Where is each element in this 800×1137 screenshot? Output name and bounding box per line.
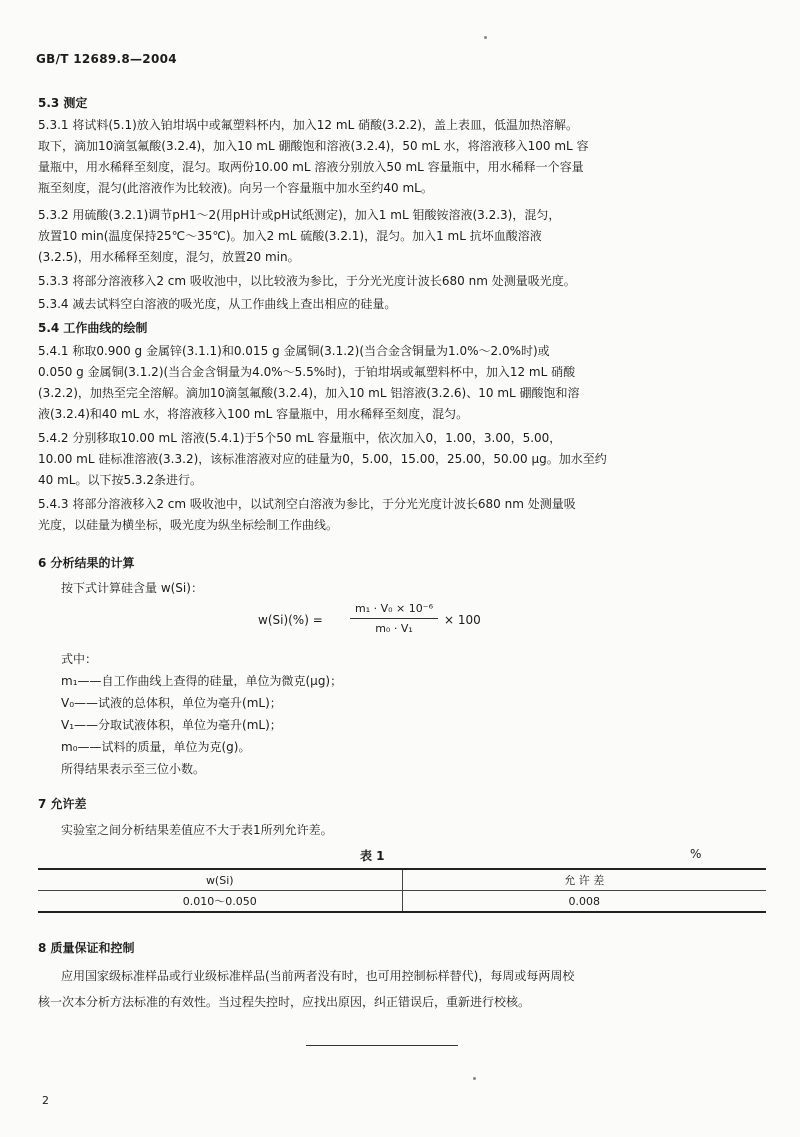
paragraph-line: 5.3.1 将试料(5.1)放入铂坩埚中或氟塑料杯内，加入12 mL 硝酸(3.2.2)，盖上表皿，低温加热溶解。 (38, 118, 578, 132)
standard-code: GB/T 12689.8—2004 (36, 52, 177, 66)
formula-lhs: w(Si)(%) = (258, 613, 323, 627)
fraction-bar (350, 618, 438, 619)
paragraph-line: 取下，滴加10滴氢氟酸(3.2.4)，加入10 mL 硼酸饱和溶液(3.2.4)，50 mL 水，将溶液移入100 mL 容 (38, 139, 589, 153)
paragraph-line: (3.2.2)，加热至完全溶解。滴加10滴氢氟酸(3.2.4)，加入10 mL 铝溶液(3.2.6)、10 mL 硼酸饱和溶 (38, 386, 580, 400)
paragraph-line: (3.2.5)，用水稀释至刻度，混匀，放置20 min。 (38, 250, 300, 264)
formula-intro: 按下式计算硅含量 w(Si)： (61, 581, 203, 595)
page-number: 2 (42, 1094, 49, 1107)
paragraph-line: 放置10 min(温度保持25℃～35℃)。加入2 mL 硫酸(3.2.1)，混匀。加入1 mL 抗坏血酸溶液 (38, 229, 542, 243)
paragraph-line: 瓶至刻度，混匀(此溶液作为比较液)。向另一个容量瓶中加水至约40 mL。 (38, 181, 433, 195)
section-heading-8: 8 质量保证和控制 (38, 941, 135, 955)
table-row (38, 891, 766, 913)
section-heading-5-4: 5.4 工作曲线的绘制 (38, 321, 148, 335)
silicon-formula (258, 601, 518, 641)
formula-numerator: m₁ · V₀ × 10⁻⁶ (355, 602, 433, 615)
tolerance-intro: 实验室之间分析结果差值应不大于表1所列允许差。 (61, 823, 333, 837)
scan-speck (484, 36, 487, 39)
section-heading-7: 7 允许差 (38, 797, 87, 811)
tolerance-table (38, 868, 766, 913)
paragraph-line: 5.4.3 将部分溶液移入2 cm 吸收池中，以试剂空白溶液为参比，于分光光度计波长680 nm 处测量吸 (38, 497, 576, 511)
paragraph-line: 5.3.4 减去试料空白溶液的吸光度，从工作曲线上查出相应的硅量。 (38, 297, 397, 311)
paragraph-line: 40 mL。以下按5.3.2条进行。 (38, 473, 202, 487)
definition-line: m₁——自工作曲线上查得的硅量，单位为微克(μg)； (61, 674, 343, 688)
table-unit: % (690, 847, 702, 861)
table-header-cell: w(Si) (38, 869, 402, 891)
where-label: 式中： (61, 652, 98, 666)
definition-line: V₁——分取试液体积，单位为毫升(mL)； (61, 718, 282, 732)
precision-note: 所得结果表示至三位小数。 (61, 762, 206, 776)
table-title: 表 1 (360, 849, 385, 863)
paragraph-line: 5.4.1 称取0.900 g 金属锌(3.1.1)和0.015 g 金属铜(3.1.2)(当合金含铜量为1.0%～2.0%时)或 (38, 344, 550, 358)
paragraph-line: 5.3.3 将部分溶液移入2 cm 吸收池中，以比较液为参比，于分光光度计波长680 nm 处测量吸光度。 (38, 274, 576, 288)
table-header-cell: 允 许 差 (402, 869, 766, 891)
table-cell: 0.010～0.050 (38, 891, 402, 913)
paragraph-line: 液(3.2.4)和40 mL 水，将溶液移入100 mL 容量瓶中，用水稀释至刻度，混匀。 (38, 407, 469, 421)
table-header-row (38, 869, 766, 891)
paragraph-line: 量瓶中，用水稀释至刻度，混匀。取两份10.00 mL 溶液分别放入50 mL 容量瓶中，用水稀释一个容量 (38, 160, 584, 174)
paragraph-line: 0.050 g 金属铜(3.1.2)(当合金含铜量为4.0%～5.5%时)，于铂坩埚或氟塑料杯中，加入12 mL 硝酸 (38, 365, 576, 379)
paragraph-line: 核一次本分析方法标准的有效性。当过程失控时，应找出原因，纠正错误后，重新进行校核。 (38, 995, 531, 1009)
definition-line: V₀——试液的总体积，单位为毫升(mL)； (61, 696, 282, 710)
section-heading-6: 6 分析结果的计算 (38, 556, 135, 570)
scan-speck (473, 1077, 476, 1080)
end-rule (306, 1045, 458, 1046)
definition-line: m₀——试料的质量，单位为克(g)。 (61, 740, 251, 754)
paragraph-line: 5.3.2 用硫酸(3.2.1)调节pH1～2(用pH计或pH试纸测定)，加入1 mL 钼酸铵溶液(3.2.3)，混匀， (38, 208, 561, 222)
paragraph-line: 应用国家级标准样品或行业级标准样品(当前两者没有时，也可用控制标样替代)，每周或每两周校 (61, 969, 575, 983)
formula-multiplier: × 100 (444, 613, 481, 627)
formula-denominator: m₀ · V₁ (375, 622, 413, 635)
section-heading-5-3: 5.3 测定 (38, 96, 88, 110)
paragraph-line: 光度，以硅量为横坐标，吸光度为纵坐标绘制工作曲线。 (38, 518, 339, 532)
formula-fraction (350, 601, 438, 636)
table-cell: 0.008 (568, 894, 600, 908)
paragraph-line: 5.4.2 分别移取10.00 mL 溶液(5.4.1)于5个50 mL 容量瓶中，依次加入0，1.00，3.00，5.00， (38, 431, 562, 445)
paragraph-line: 10.00 mL 硅标准溶液(3.3.2)，该标准溶液对应的硅量为0，5.00，15.00，25.00，50.00 μg。加水至约 (38, 452, 607, 466)
